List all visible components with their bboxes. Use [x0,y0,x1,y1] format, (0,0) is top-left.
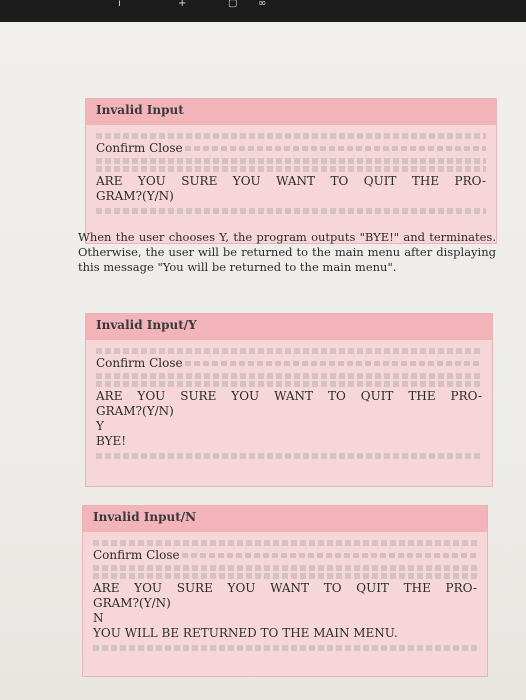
box-body [83,532,487,651]
dashed-separator [96,133,486,139]
confirm-close-row [93,548,477,563]
dashed-separator [93,565,477,571]
window-icon: ▢ [228,0,238,9]
dashed-fill [185,146,486,151]
confirm-close-label: Confirm Close [93,548,180,562]
quit-question-line1: ARE YOU SURE YOU WANT TO QUIT THE PRO- [93,581,477,595]
quit-question-line2: GRAM?(Y/N) [96,404,174,418]
box-header: Invalid Input [86,99,496,125]
box-body [86,340,492,459]
dashed-separator [96,208,486,214]
quit-question-line1: ARE YOU SURE YOU WANT TO QUIT THE PRO- [96,389,482,403]
dashed-separator [93,573,477,579]
user-answer: Y [96,419,104,433]
dashed-separator [96,453,482,459]
quit-question-line2: GRAM?(Y/N) [93,596,171,610]
code-output-box-invalid-input-y [85,313,493,487]
dashed-separator [96,348,482,354]
confirm-close-label: Confirm Close [96,141,183,155]
link-icon: ∞ [258,0,267,9]
device-status-bar [0,0,526,22]
quit-question-line1: ARE YOU SURE YOU WANT TO QUIT THE PRO- [96,174,486,188]
dashed-separator [96,373,482,379]
user-answer: N [93,611,104,625]
dashed-separator [96,166,486,172]
box-body [86,125,496,214]
quit-question-line2: GRAM?(Y/N) [96,189,174,203]
dashed-separator [93,645,477,651]
plus-icon: + [178,0,187,9]
confirm-close-row [96,356,482,371]
explanation-paragraph: When the user chooses Y, the program outputs "BYE!" and terminates. Otherwise, the user will be returned to the main menu after displaying this message "You will be returned to the main menu". [78,230,496,274]
dashed-fill [182,553,477,558]
box-header: Invalid Input/N [83,506,487,532]
code-output-box-invalid-input-n [82,505,488,677]
dashed-fill [185,361,482,366]
code-output-box-invalid-input [85,98,497,244]
program-output: BYE! [96,434,127,448]
confirm-close-row [96,141,486,156]
confirm-close-label: Confirm Close [96,356,183,370]
dashed-separator [96,158,486,164]
program-output: YOU WILL BE RETURNED TO THE MAIN MENU. [93,626,398,640]
status-text-fragment: ı [118,0,121,9]
dashed-separator [96,381,482,387]
dashed-separator [93,540,477,546]
box-header: Invalid Input/Y [86,314,492,340]
